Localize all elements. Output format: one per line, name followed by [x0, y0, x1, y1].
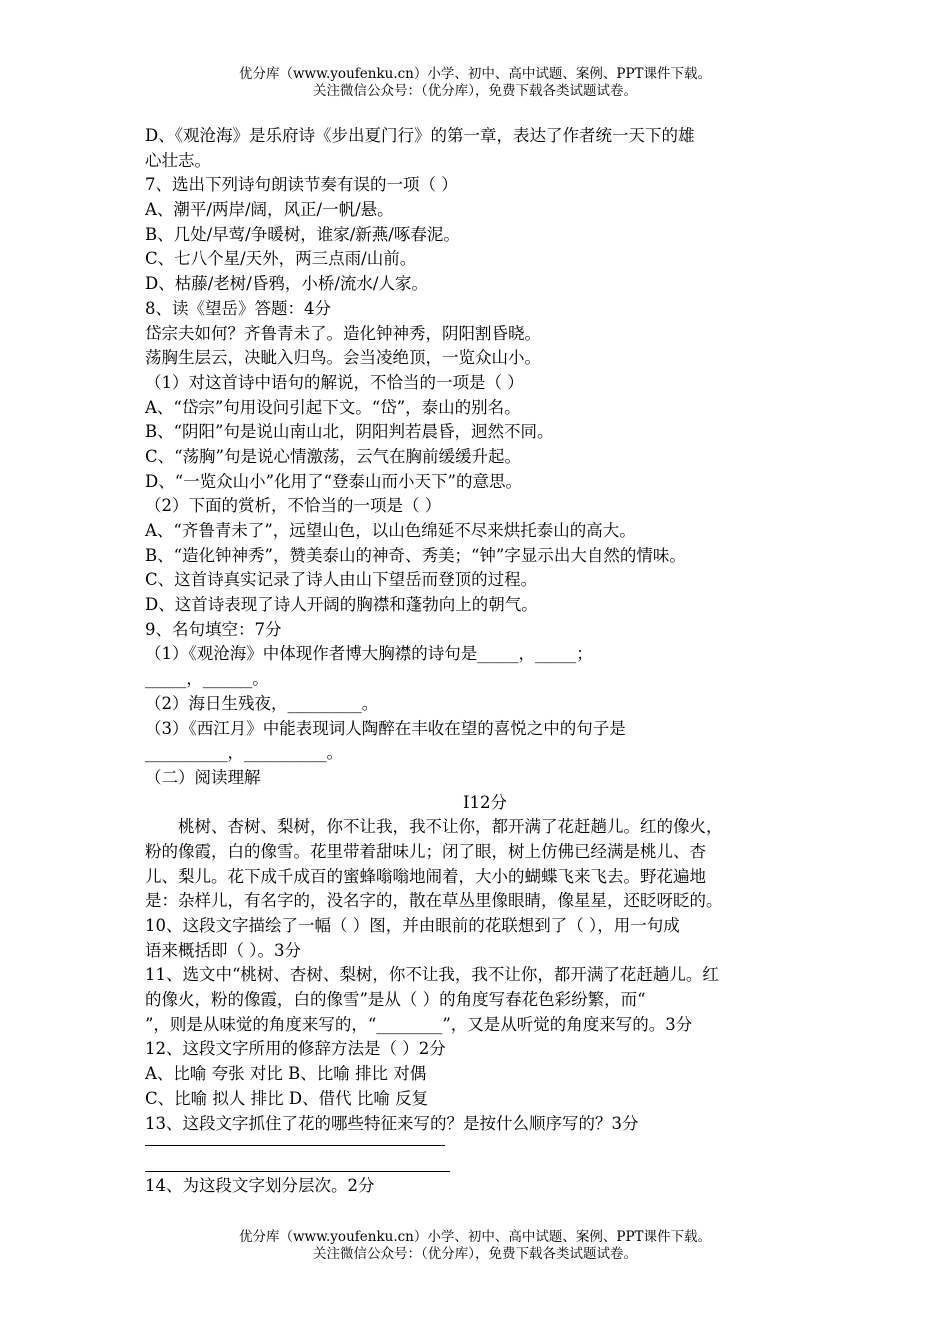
poem-line: 荡胸生层云，决眦入归鸟。会当凌绝顶，一览众山小。 [145, 348, 541, 368]
page-header [0, 66, 950, 100]
option-c: C、这首诗真实记录了诗人由山下望岳而登顶的过程。 [145, 570, 538, 590]
poem-line: 岱宗夫如何？齐鲁青未了。造化钟神秀，阴阳割昏晓。 [145, 323, 541, 343]
text-line: 心壮志。 [145, 150, 211, 170]
answer-line [145, 1136, 825, 1148]
option-b: B、几处/早莺/争暖树，谁家/新燕/啄春泥。 [145, 224, 460, 244]
option-d: D、这首诗表现了诗人开阔的胸襟和蓬勃向上的朝气。 [145, 595, 538, 615]
sub-question: （1）对这首诗中语句的解说，不恰当的一项是（ ） [145, 372, 524, 392]
option-c: C、七八个星/天外，两三点雨/山前。 [145, 249, 417, 269]
answer-line [145, 1162, 825, 1174]
options-row: A、比喻 夸张 对比 B、比喻 排比 对偶 [145, 1064, 427, 1084]
question-7: 7、选出下列诗句朗读节奏有误的一项（ ） [145, 175, 458, 195]
header-line-1: 优分库（www.youfenku.cn）小学、初中、高中试题、案例、PPT课件下载。 [238, 66, 712, 82]
option-c: C、“荡胸”句是说心情激荡，云气在胸前缓缓升起。 [145, 446, 521, 466]
option-a: A、潮平/两岸/阔，风正/一帆/悬。 [145, 200, 394, 220]
fill-blank-line: __________，__________。 [145, 743, 343, 763]
option-a: A、“齐鲁青未了”，远望山色，以山色绵延不尽来烘托泰山的高大。 [145, 521, 636, 540]
option-d: D、“一览众山小”化用了“登泰山而小天下”的意思。 [145, 471, 522, 491]
passage-line: 粉的像霞，白的像雪。花里带着甜味儿；闭了眼，树上仿佛已经满是桃儿、杏 [145, 841, 706, 861]
text-line: D、《观沧海》是乐府诗《步出夏门行》的第一章，表达了作者统一天下的雄 [145, 126, 695, 145]
question-11: 11、选文中“桃树、杏树、梨树，你不让我，我不让你，都开满了花赶趟儿。红 [145, 965, 719, 985]
options-row: C、比喻 拟人 排比 D、借代 比喻 反复 [145, 1088, 429, 1108]
header-line-2: 关注微信公众号：（优分库），免费下载各类试题试卷。 [313, 83, 637, 99]
passage-heading: Ⅰ12分 [462, 792, 507, 812]
option-a: A、“岱宗”句用设问引起下文。“岱”，泰山的别名。 [145, 397, 521, 417]
sub-question: （2）下面的赏析，不恰当的一项是（ ） [145, 496, 442, 516]
section-title: （二）阅读理解 [145, 767, 261, 787]
question-14: 14、为这段文字划分层次。2分 [145, 1176, 375, 1196]
fill-blank-line: （1）《观沧海》中体现作者博大胸襟的诗句是_____，_____； [145, 644, 593, 664]
option-d: D、枯藤/老树/昏鸦，小桥/流水/人家。 [145, 274, 428, 294]
question-10: 10、这段文字描绘了一幅（ ）图，并由眼前的花联想到了（ ），用一句成 [145, 916, 680, 935]
option-b: B、“阴阳”句是说山南山北，阴阳判若晨昏，迥然不同。 [145, 422, 554, 442]
option-b: B、“造化钟神秀”，赞美泰山的神奇、秀美；“钟”字显示出大自然的情味。 [145, 545, 686, 565]
fill-blank-line: （2）海日生残夜，_________。 [145, 693, 379, 713]
fill-blank-line: _____，______。 [145, 669, 269, 689]
question-12: 12、这段文字所用的修辞方法是（ ）2分 [145, 1039, 446, 1059]
question-13: 13、这段文字抓住了花的哪些特征来写的？是按什么顺序写的？3分 [145, 1113, 639, 1133]
footer-line-2: 关注微信公众号：（优分库），免费下载各类试题试卷。 [313, 1246, 637, 1262]
passage-line: 儿、梨儿。花下成千成百的蜜蜂嗡嗡地闹着，大小的蝴蝶飞来飞去。野花遍地 [145, 866, 706, 886]
passage-line: 桃树、杏树、梨树，你不让我，我不让你，都开满了花赶趟儿。红的像火， [178, 817, 723, 837]
footer-line-1: 优分库（www.youfenku.cn）小学、初中、高中试题、案例、PPT课件下载。 [238, 1229, 712, 1245]
fill-blank-line: （3）《西江月》中能表现词人陶醉在丰收在望的喜悦之中的句子是 [145, 718, 626, 738]
passage-line: 是：杂样儿，有名字的，没名字的，散在草丛里像眼睛，像星星，还眨呀眨的。 [145, 891, 723, 911]
page-footer [0, 1229, 950, 1263]
document-body [145, 124, 825, 1199]
question-8: 8、读《望岳》答题：4分 [145, 298, 331, 318]
question-9: 9、名句填空：7分 [145, 619, 282, 639]
question-10-cont: 语来概括即（ ）。3分 [145, 940, 301, 960]
question-11-cont: 的像火，粉的像霞，白的像雪”是从（ ）的角度写春花色彩纷繁，而“ [145, 990, 646, 1010]
question-11-cont: ”，则是从味觉的角度来写的，“________”，又是从听觉的角度来写的。3分 [145, 1014, 693, 1034]
